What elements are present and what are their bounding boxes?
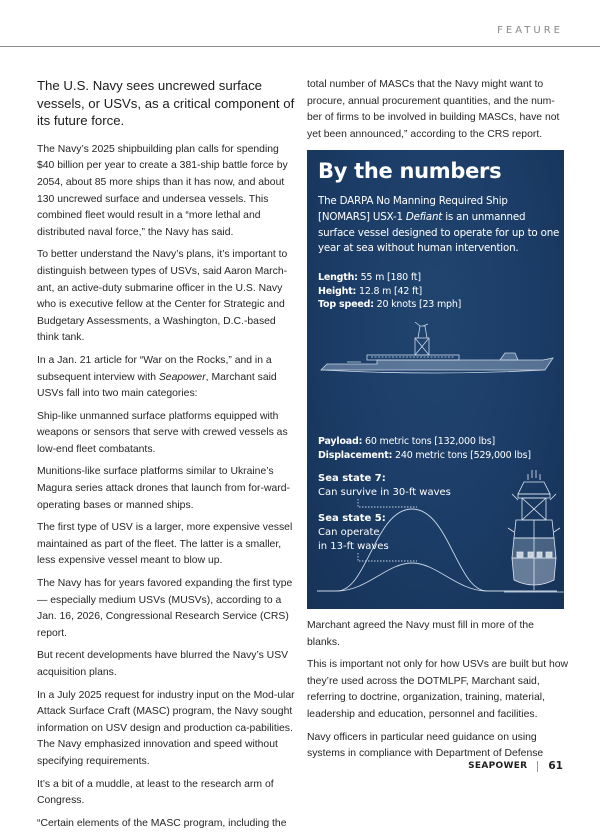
sea-state-text: Can survive in 30-ft waves: [318, 487, 451, 498]
spec-label: Top speed:: [318, 299, 374, 310]
text: In a Jan. 21 article for “War on the Rocks,” and in a subsequent interview with: [37, 354, 272, 383]
spec-top-speed: [318, 298, 558, 312]
spec-value: 55 m [180 ft]: [357, 272, 421, 283]
sea-state-label: Sea state 5:: [318, 513, 386, 524]
spec-label: Displacement:: [318, 449, 393, 461]
article-left-column: [37, 77, 295, 838]
spec-value: 12.8 m [42 ft]: [356, 285, 423, 297]
spec-displacement: [318, 449, 558, 463]
spec-payload: [318, 435, 558, 449]
header-divider: [0, 46, 600, 47]
paragraph: This is important not only for how USVs are built but how they’re used across the DOTMLPF, Marchant said, referring to doctrine, organization, training, material, leadership and education, personnel and facilities.: [307, 659, 569, 720]
sidebar-description: [318, 194, 560, 257]
page-footer: [468, 760, 563, 772]
sea-state-5: [318, 512, 389, 554]
paragraph: But recent developments have blurred the Navy’s USV acquisition plans.: [37, 650, 289, 678]
spec-label: Length:: [318, 272, 358, 283]
page-number: 61: [548, 760, 563, 772]
paragraph: Navy officers in particular need guidance on using systems in compliance with Department of Defense: [307, 731, 544, 760]
spec-value: 240 metric tons [529,000 lbs]: [392, 449, 531, 461]
paragraph: Marchant agreed the Navy must fill in more of the blanks.: [307, 620, 534, 648]
section-label: FEATURE: [497, 25, 563, 36]
paragraph: In a July 2025 request for industry input on the Mod-ular Attack Surface Craft (MASC) program, the Navy sought information on USV design and production ca-pabilities. The Navy emphasized innovation and speed without specifying requirements.: [37, 689, 295, 767]
paragraph: Munitions-like surface platforms similar to Ukraine’s Magura series attack drones that launch from for-ward-operating bases or manned ships.: [37, 466, 290, 511]
footer-divider: [537, 761, 538, 772]
sea-state-text: in 13-ft waves: [318, 541, 389, 552]
spec-value: 20 knots [23 mph]: [373, 299, 462, 310]
spec-label: Height:: [318, 285, 357, 297]
spec-value: 60 metric tons [132,000 lbs]: [362, 436, 496, 447]
ship-name: Defiant: [405, 210, 443, 223]
spec-length: [318, 271, 558, 285]
article-right-column-top: [307, 77, 569, 149]
ship-side-profile-icon: [317, 322, 557, 380]
sea-state-7: [318, 472, 451, 500]
text: The DARPA No Manning Required Ship [NOMARS] USX-1: [318, 195, 508, 223]
spec-list-dimensions: [318, 271, 558, 312]
ship-front-view-icon: [504, 468, 564, 596]
paragraph: It’s a bit of a muddle, at least to the research arm of Congress.: [37, 778, 274, 807]
paragraph: “Certain elements of the MASC program, including the: [37, 817, 287, 829]
by-the-numbers-sidebar: [307, 150, 564, 609]
spec-height: [318, 285, 558, 299]
paragraph: total number of MASCs that the Navy might want to procure, annual procurement quantities, and the num-ber of firms to be involved in building MASCs, have not yet been announced,” according to the CRS report.: [307, 79, 560, 140]
sea-state-label: Sea state 7:: [318, 473, 386, 484]
article-right-column-bottom: [307, 618, 569, 769]
sidebar-title: By the numbers: [318, 159, 502, 183]
sea-state-text: Can operate: [318, 527, 380, 538]
paragraph: Ship-like unmanned surface platforms equipped with weapons or sensors that serve with crewed vessels as low-end fleet combatants.: [37, 410, 288, 455]
publication-name: Seapower: [158, 371, 206, 383]
spec-list-capacity: [318, 435, 558, 462]
text: , Marchant said USVs fall into two main categories:: [37, 371, 277, 400]
spec-label: Payload:: [318, 436, 363, 447]
paragraph: To better understand the Navy’s plans, it’s important to distinguish between types of USVs, said Aaron March-ant, an active-duty submarine officer in the U.S. Navy who is executive fellow at the Center for Strategic and Budgetary Assessments, a Washington, D.C.-based think tank.: [37, 249, 288, 344]
paragraph: The first type of USV is a larger, more expensive vessel maintained as part of the fleet. The latter is a smaller, less expensive vessel meant to blow up.: [37, 522, 293, 567]
text: is an unmanned surface vessel designed to operate for up to one year at sea without human intervention.: [318, 210, 560, 255]
publication-name: SEAPOWER: [468, 761, 528, 771]
paragraph: The Navy has for years favored expanding the first type — especially medium USVs (MUSVs), according to a Jan. 16, 2026, Congressional Research Service (CRS) report.: [37, 578, 293, 639]
paragraph: The Navy’s 2025 shipbuilding plan calls for spending $40 billion per year to create a 381-ship battle force by 2054, about 85 more ships than it has now, and about 130 uncrewed surface and undersea vessels. This combined fleet would result in a “more lethal and distributed naval force,” the Navy has said.: [37, 143, 288, 238]
paragraph: [37, 353, 295, 403]
article-intro: The U.S. Navy sees uncrewed surface vessels, or USVs, as a critical component of its future force.: [37, 78, 295, 129]
